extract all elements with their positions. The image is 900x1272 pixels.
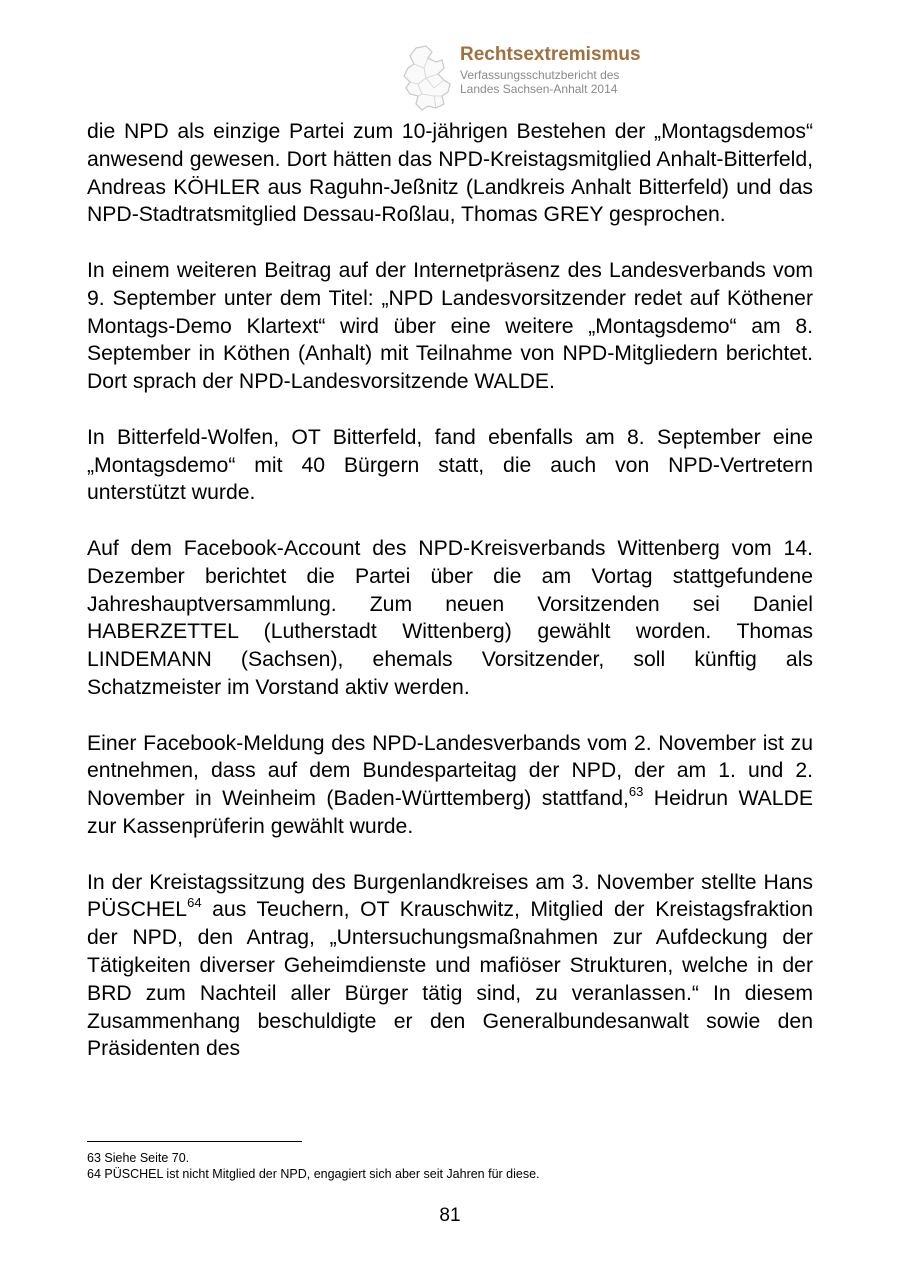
footnotes — [87, 1150, 813, 1182]
paragraph: Auf dem Facebook-Account des NPD-Kreisverbands Wittenberg vom 14. Dezember berichtet die Partei über die am Vortag stattgefundene Jahreshauptversammlung. Zum neuen Vorsitzenden sei Daniel HABERZETTEL (Lutherstadt Wittenberg) gewählt worden. Thomas LINDEMANN (Sachsen), ehemals Vorsitzender, soll künftig als Schatzmeister im Vorstand aktiv werden. — [87, 536, 813, 699]
footnote-ref-64[interactable]: 64 — [187, 895, 202, 911]
paragraph: In Bitterfeld-Wolfen, OT Bitterfeld, fand ebenfalls am 8. September eine „Montagsdemo“ mit 40 Bürgern statt, die auch von NPD-Vertretern unterstützt wurde. — [87, 425, 813, 505]
paragraph: In einem weiteren Beitrag auf der Internetpräsenz des Landesverbands vom 9. September unter dem Titel: „NPD Landesvorsitzender redet auf Köthener Montags-Demo Klartext“ wird über eine weitere „Montagsdemo“ am 8. September in Köthen (Anhalt) mit Teilnahme von NPD-Mitgliedern berichtet. Dort sprach der NPD-Landesvorsitzende WALDE. — [87, 258, 813, 394]
paragraph — [87, 869, 813, 1064]
footnote-divider — [87, 1141, 302, 1142]
paragraph: die NPD als einzige Partei zum 10-jährigen Bestehen der „Montagsdemos“ anwesend gewesen. Dort hätten das NPD-Kreistagsmitglied Anhalt-Bitterfeld, Andreas KÖHLER aus Raguhn-Jeßnitz (Landkreis Anhalt Bitterfeld) und das NPD-Stadtratsmitglied Dessau-Roßlau, Thomas GREY gesprochen. — [87, 120, 813, 227]
header-subtitle-line2: Landes Sachsen-Anhalt 2014 — [460, 82, 618, 96]
header-subtitle-line1: Verfassungsschutzbericht des — [460, 68, 620, 82]
footnote-ref-63[interactable]: 63 — [628, 784, 644, 800]
page-number: 81 — [439, 1205, 461, 1226]
body-text — [87, 118, 813, 1091]
saxony-anhalt-map-icon — [398, 44, 456, 112]
page-header — [398, 44, 818, 114]
paragraph-text: Einer Facebook-Meldung des NPD-Landesverbands vom 2. November ist zu entnehmen, dass auf dem Bundesparteitag der NPD, der am 1. und 2. November in Weinheim (Baden-Württemberg) stattfand, — [87, 731, 813, 811]
footnote-64: 64 PÜSCHEL ist nicht Mitglied der NPD, engagiert sich aber seit Jahren für diese. — [87, 1167, 540, 1181]
paragraph — [87, 730, 813, 841]
footnote-63: 63 Siehe Seite 70. — [87, 1151, 190, 1165]
paragraph-text: aus Teuchern, OT Krauschwitz, Mitglied der Kreistagsfraktion der NPD, den Antrag, „Untersuchungsmaßnahmen zur Aufdeckung der Tätigkeiten diverser Geheimdienste und mafiöser Strukturen, welche in der BRD zum Nachteil aller Bürger tätig sind, zu veranlassen.“ In diesem Zusammenhang beschuldigte er den Generalbundesanwalt sowie den Präsidenten des — [87, 898, 813, 1061]
paragraph-text: Heidrun WALDE zur Kassenprüferin gewählt wurde. — [87, 787, 813, 838]
paragraph-text: In der Kreistagssitzung des Burgenlandkreises am 3. November stellte Hans PÜSCHEL — [87, 870, 813, 922]
header-title: Rechtsextremismus — [460, 44, 641, 65]
